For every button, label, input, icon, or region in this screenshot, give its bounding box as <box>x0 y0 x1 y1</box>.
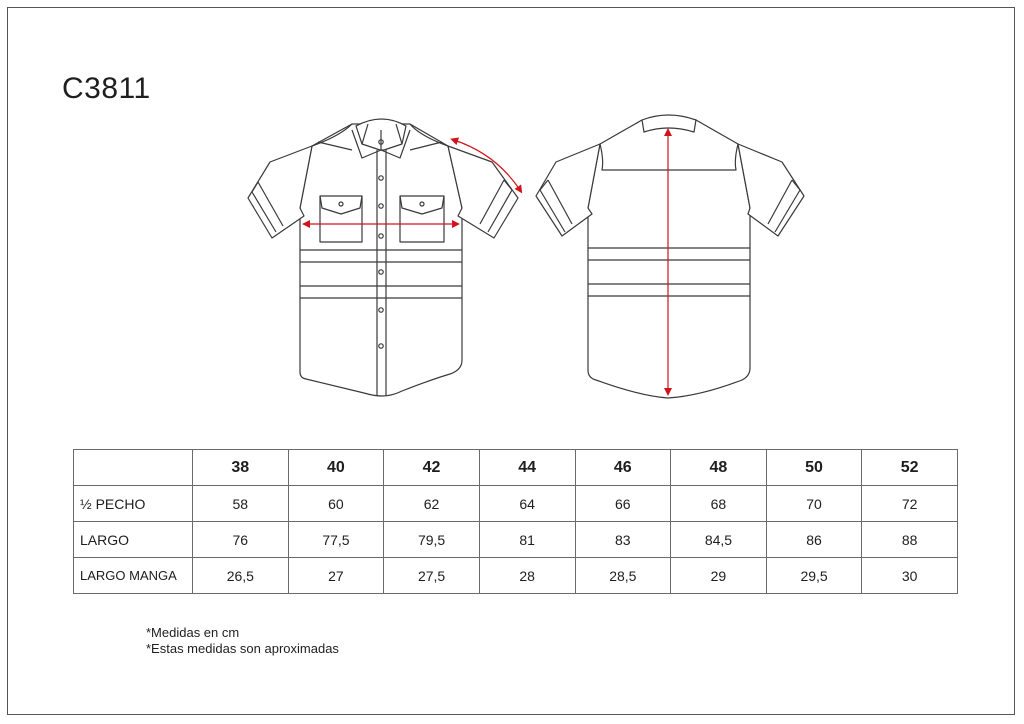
back-body-outline <box>588 120 750 398</box>
table-cell: 28 <box>479 558 575 594</box>
shirt-back-view <box>536 115 804 398</box>
notes <box>146 625 339 657</box>
table-cell: 62 <box>384 486 480 522</box>
size-header: 52 <box>862 450 958 486</box>
shirt-front-view <box>248 119 518 396</box>
size-header: 42 <box>384 450 480 486</box>
table-cell: 88 <box>862 522 958 558</box>
table-row <box>74 486 958 522</box>
table-cell: 64 <box>479 486 575 522</box>
table-cell: 27,5 <box>384 558 480 594</box>
table-cell: 84,5 <box>671 522 767 558</box>
size-header: 46 <box>575 450 671 486</box>
table-cell: 29 <box>671 558 767 594</box>
front-right-pocket <box>400 196 444 242</box>
size-header: 44 <box>479 450 575 486</box>
note-units: *Medidas en cm <box>146 625 240 640</box>
table-cell: 79,5 <box>384 522 480 558</box>
size-table <box>73 449 958 594</box>
row-label-sleeve-length: LARGO MANGA <box>74 558 193 594</box>
table-cell: 72 <box>862 486 958 522</box>
table-cell: 83 <box>575 522 671 558</box>
table-cell: 27 <box>288 558 384 594</box>
table-cell: 86 <box>766 522 862 558</box>
front-body-outline <box>300 124 462 396</box>
size-header: 50 <box>766 450 862 486</box>
table-cell: 28,5 <box>575 558 671 594</box>
size-header-row <box>74 450 958 486</box>
table-row <box>74 558 958 594</box>
note-approximate: *Estas medidas son aproximadas <box>146 641 339 656</box>
table-cell: 30 <box>862 558 958 594</box>
table-cell: 77,5 <box>288 522 384 558</box>
table-cell: 66 <box>575 486 671 522</box>
size-header: 40 <box>288 450 384 486</box>
row-label-length: LARGO <box>74 522 193 558</box>
table-cell: 70 <box>766 486 862 522</box>
table-cell: 81 <box>479 522 575 558</box>
table-cell: 29,5 <box>766 558 862 594</box>
front-left-pocket <box>320 196 362 242</box>
table-cell: 26,5 <box>193 558 289 594</box>
table-cell: 60 <box>288 486 384 522</box>
row-label-chest: ½ PECHO <box>74 486 193 522</box>
corner-cell <box>74 450 193 486</box>
table-cell: 76 <box>193 522 289 558</box>
table-cell: 68 <box>671 486 767 522</box>
table-row <box>74 522 958 558</box>
size-header: 48 <box>671 450 767 486</box>
size-header: 38 <box>193 450 289 486</box>
table-cell: 58 <box>193 486 289 522</box>
model-code: C3811 <box>62 72 151 105</box>
